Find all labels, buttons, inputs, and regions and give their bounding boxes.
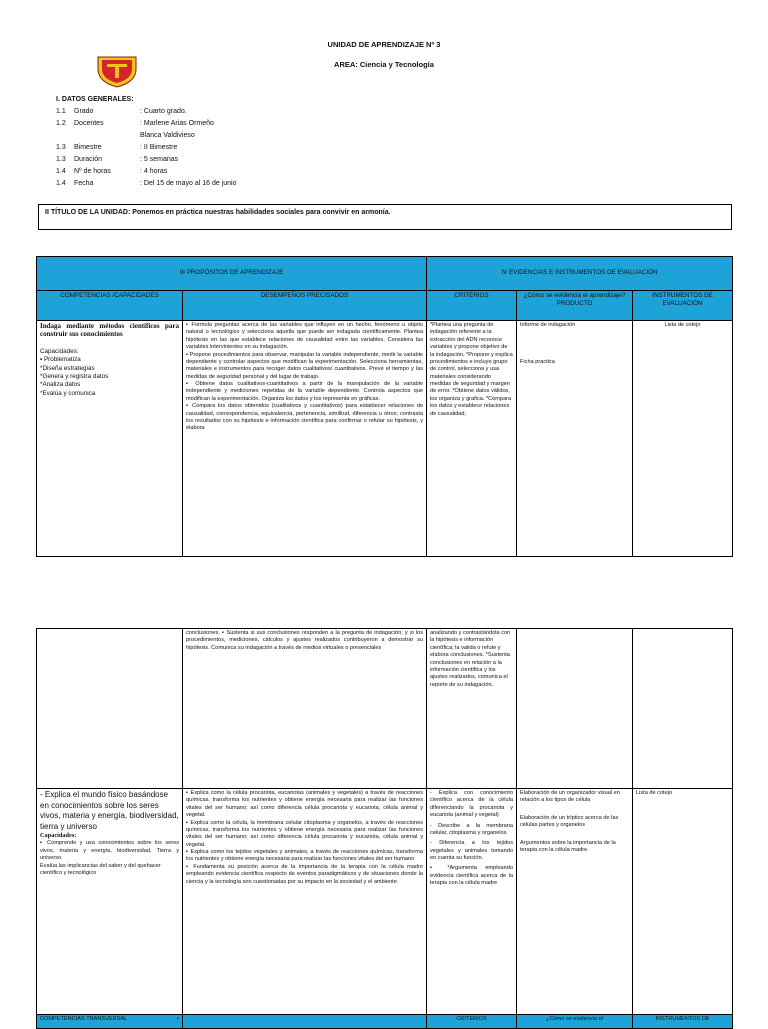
document-title: UNIDAD DE APRENDIZAJE Nº 3 [327, 40, 441, 49]
evidencia-item: Argumentos sobre la importancia de la terapia con la célula madre. [520, 839, 616, 853]
criterio-item: - Explica con conocimiento científico acerca de la célula diferenciando la procariota y eucariota (animal y vegetal) [430, 790, 513, 819]
desempenos-cell [183, 321, 427, 557]
capacidad-item: ▪ Problematiza [40, 356, 81, 364]
footer-empty [183, 1015, 427, 1029]
section-evidence-header: IV EVIDENCIAS E INSTRUMENTOS DE EVALUACIÓN [427, 257, 733, 291]
general-data-value: : II Bimestre [140, 144, 178, 151]
criterios-explica-cell [427, 789, 517, 1015]
capacidades-list [40, 356, 179, 397]
competencia-explica-cell [37, 789, 183, 1015]
general-data-value: : Cuarto grado. [140, 108, 187, 115]
evidencia-ficha: Ficha practica [520, 359, 555, 366]
general-data-value: : 4 horas [140, 168, 168, 175]
criterio-item: ▪ *Argumenta empleando evidencia científica acerca de la terapia con la célula madre [430, 865, 513, 887]
competencia-cell [37, 321, 183, 557]
criterio-item: - Describe a la membrana celular, citoplasma y organelos [430, 822, 513, 836]
desempeno-item: ▪ Fundamenta su posición acerca de la importancia de la terapia con la célula madre empleando evidencia científica respecto de eventos paradigmáticos y de situaciones donde la ciencia y la tecnología son cuestionadas por su impacto en la sociedad y el ambiente. [186, 863, 423, 885]
evidencia-informe: Informe de indagación [520, 322, 576, 328]
competencia-explica: - Explica el mundo físico basándose en conocimientos sobre los seres vivos, materia y energía, biodiversidad, tierra y universo [40, 790, 179, 831]
general-data-list [56, 108, 356, 192]
desempeno-item: ▪ Explica como los tejidos vegetales y animales, a través de reacciones químicas, transforma los nutrientes y obtiene energía necesaria para realizar las funciones vitales del ser humano [186, 849, 423, 863]
empty-instrumento-cell [633, 629, 733, 789]
competencia-indaga: Indaga mediante métodos científicos para construir sus conocimientos [40, 322, 179, 339]
criterios-cell: *Plantea una pregunta de indagación referente a la extracción del ADN reconoce variables y propone objetivo de la indagación. *Propone y explica procedimientos e incluye grupo de control, selecciona y usa materiales considerando medidas de seguridad y margen de error. *Obtiene datos válidos, los organiza y grafica. *Compara los datos y establece relaciones de causalidad, [427, 321, 517, 557]
general-data-num: 1.2 [56, 120, 66, 127]
capacidad-comprende: ▪ Comprende y usa conocimientos sobre los seres vivos, materia y energía, biodiversidad, Tierra y universo. [40, 840, 179, 862]
footer-instrumentos: INSTRUMENTOS DE [633, 1015, 733, 1029]
footer-criterios: CRITERIOS [427, 1015, 517, 1029]
general-data-value: : Del 15 de mayo al 16 de junio [140, 180, 237, 187]
col-evidencia-header: ¿Cómo se evidencia el aprendizaje? PRODUCTO [517, 291, 633, 321]
purposes-table [36, 256, 733, 557]
general-data-num: 1.4 [56, 180, 66, 187]
evidencia-item: Elaboración de un tríptico acerca de las células partes y organelos [520, 814, 619, 829]
instrumento-explica-cell: Lista de cotejo [633, 789, 733, 1015]
section-purposes-header: III PROPÓSITOS DE APRENDIZAJE [37, 257, 427, 291]
desempenos-explica-cell [183, 789, 427, 1015]
general-data-key: Bimestre [74, 144, 102, 151]
evidencia-item: Elaboración de un organizador visual en relación a los tipos de célula [520, 790, 620, 804]
general-data-value: : Marlene Arias Ormeño [140, 120, 214, 127]
empty-evidencia-cell [517, 629, 633, 789]
general-data-num: 1.3 [56, 144, 66, 151]
empty-competencia-cell [37, 629, 183, 789]
col-criterios-header: CRITERIOS [427, 291, 517, 321]
capacidades-label-2: Capacidades: [40, 832, 77, 840]
col-instrumentos-header: INSTRUMENTOS DE EVALUACIÓN [633, 291, 733, 321]
area-title: AREA: Ciencia y Tecnología [334, 60, 434, 69]
general-data-value: : 5 semanas [140, 156, 179, 163]
general-data-key: Docentes [74, 120, 104, 127]
capacidad-item: *Genera y registra datos [40, 372, 109, 380]
capacidad-item: *Analiza datos [40, 381, 81, 389]
footer-evidencia: ¿Cómo se evidencia el [517, 1015, 633, 1029]
desempeno-item: ▪ Explica como la célula procariota, eucariotas (animales y vegetales) a través de reacciones químicas, transforma los nutrientes y obtiene energía necesaria para realizar las funciones vitales del ser humano; así como diferencia célula procariota y eucariota, célula animal y vegetal. [186, 790, 423, 819]
general-data-num: 1.3 [56, 156, 66, 163]
general-data-key: Grado [74, 108, 94, 115]
general-data-value: Blanca Valdivieso [140, 132, 195, 139]
general-data-key: Fecha [74, 180, 94, 187]
criterio-item: - Diferencia a los tejidos vegetales y animales tomando en cuenta su función. [430, 840, 513, 861]
capacidades-label: Capacidades: [40, 348, 79, 356]
evidencias-cell [517, 321, 633, 557]
col-desempenos-header: DESEMPEÑOS PRECISADOS [183, 291, 427, 321]
desempeno-item: ▪ Formula preguntas acerca de las variables que influyen en un hecho, fenómeno u objeto natural o tecnológico y selecciona aquella que puede ser indagada científicamente. Plantea hipótesis en las que establece relaciones de causalidad entre las variables. Considera las variables intervinientes en su indagación. [186, 322, 423, 351]
criterios-continued: analizando y contrastándola con la hipótesis e información científica; la valida o refute y elabora conclusiones. *Sustenta conclusiones en relación a la información científica y los ajustes realizados, comunica el reporte de su indagación. [427, 629, 517, 789]
general-data-num: 1.4 [56, 168, 66, 175]
unit-title: II TÍTULO DE LA UNIDAD: Ponemos en práctica nuestras habilidades sociales para convivir en armonía. [45, 209, 391, 216]
capacidad-item: *Evalúa y comunica [40, 389, 96, 397]
footer-competencias-transversal: COMPETENCIAS TRANSVERSAL ▪ [37, 1015, 183, 1029]
general-data-heading: I. DATOS GENERALES: [56, 96, 134, 103]
capacidad-evalua: Evalúa las implicancias del saber y del quehacer científico y tecnológico [40, 862, 161, 876]
general-data-key: Duración [74, 156, 103, 163]
col-competencias-header: COMPETENCIAS /CAPACIDADES [37, 291, 183, 321]
general-data-num: 1.1 [56, 108, 66, 115]
unit-title-box [38, 204, 732, 230]
continuation-table [36, 628, 733, 1029]
evidencias-explica-cell [517, 789, 633, 1015]
desempeno-item: ▪ Obtiene datos cualitativos-cuantitativos a partir de la manipulación de la variable independiente y mediciones repetidas de la variable dependiente. Controla aspectos que modifican la experimentación. Organiza los datos y los representa en gráficas. [186, 381, 423, 402]
desempeno-item: ▪ Explica como la célula, la membrana celular citoplasma y organelos, a través de reacciones químicas, transforma los nutrientes y obtiene energía necesaria para realizar las funciones vitales del ser humano; así como diferencia célula procariota y eucariota, célula animal y vegetal. [186, 819, 423, 848]
instrumento-cell: Lista de cotejo [633, 321, 733, 557]
general-data-key: Nº de horas [74, 168, 111, 175]
desempenos-continued: conclusiones. ▪ Sustenta si sus conclusiones responden a la pregunta de indagación, y si los procedimientos, mediciones, cálculos y ajustes realizados contribuyeron a demostrar su hipótesis. Comunica su indagación a través de medios virtuales o presenciales [183, 629, 427, 789]
desempeno-item: ▪ Propone procedimientos para observar, manipular la variable independiente, medir la variable dependiente y controlar aspectos que modifican la experimentación. Selecciona herramientas, materiales e instrumentos para recoger datos cualitativos/ cuantitativos. Prevé el tiempo y las medidas de seguridad personal y del lugar de trabajo. [186, 351, 423, 380]
desempeno-item: ▪ Compara los datos obtenidos (cualitativos y cuantitativos) para establecer relaciones de causalidad, correspondencia, equivalencia, pertenencia, similitud, diferencia u otros; contrasta los resultados con su hipótesis e información científica para confirmar o refutar su hipótesis, y elabora [186, 403, 423, 432]
capacidad-item: *Diseña estrategias [40, 364, 95, 372]
